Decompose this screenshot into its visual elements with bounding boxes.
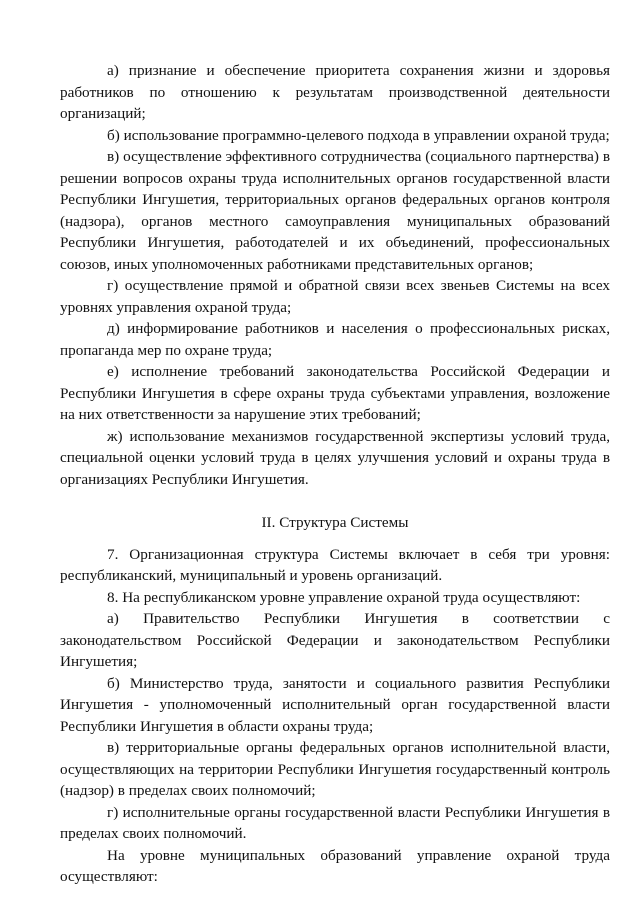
paragraph-municipal: На уровне муниципальных образований управление охраной труда осуществляют: (60, 846, 610, 885)
section-heading: II. Структура Системы (261, 514, 409, 531)
document-body (60, 60, 610, 888)
paragraph-7: 7. Организационная структура Системы включает в себя три уровня: республиканский, муниципальный и уровень организаций. (60, 545, 610, 584)
paragraph-g: г) осуществление прямой и обратной связи всех звеньев Системы на всех уровнях управления охраной труда; (60, 277, 610, 316)
paragraph-8b: б) Министерство труда, занятости и социального развития Республики Ингушетия - уполномоченный исполнительный орган государственной власти Республики Ингушетия в области охраны труда; (60, 674, 610, 735)
paragraph-8: 8. На республиканском уровне управление охраной труда осуществляют: (107, 588, 581, 606)
paragraph-a: а) признание и обеспечение приоритета сохранения жизни и здоровья работников по отношению к результатам производственной деятельности организаций; (60, 62, 610, 122)
paragraph-8v: в) территориальные органы федеральных органов исполнительной власти, осуществляющих на территории Республики Ингушетия государственный контроль (надзор) в пределах своих полномочий; (60, 739, 610, 799)
paragraph-8a: а) Правительство Республики Ингушетия в соответствии с законодательством Российской Федерации и законодательством Республики Ингушетия; (60, 610, 610, 670)
paragraph-8g: г) исполнительные органы государственной власти Республики Ингушетия в пределах своих полномочий. (60, 803, 610, 842)
paragraph-zh: ж) использование механизмов государственной экспертизы условий труда, специальной оценки условий труда в целях улучшения условий и охраны труда в организациях Республики Ингушетия. (60, 427, 610, 488)
paragraph-v: в) осуществление эффективного сотрудничества (социального партнерства) в решении вопросов охраны труда исполнительных органов государственной власти Республики Ингушетия, территориальных органов федеральных органов контроля (надзора), органов местного самоуправления муниципальных образований Республики Ингушетия, работодателей и их объединений, профессиональных союзов, иных уполномоченных работниками представительных органов; (60, 148, 610, 273)
paragraph-b: б) использование программно-целевого подхода в управлении охраной труда; (107, 126, 610, 144)
paragraph-e: е) исполнение требований законодательства Российской Федерации и Республики Ингушетия в сфере охраны труда субъектами управления, возложение на них ответственности за нарушение этих требований; (60, 363, 610, 423)
paragraph-d: д) информирование работников и населения о профессиональных рисках, пропаганда мер по охране труда; (60, 320, 610, 359)
